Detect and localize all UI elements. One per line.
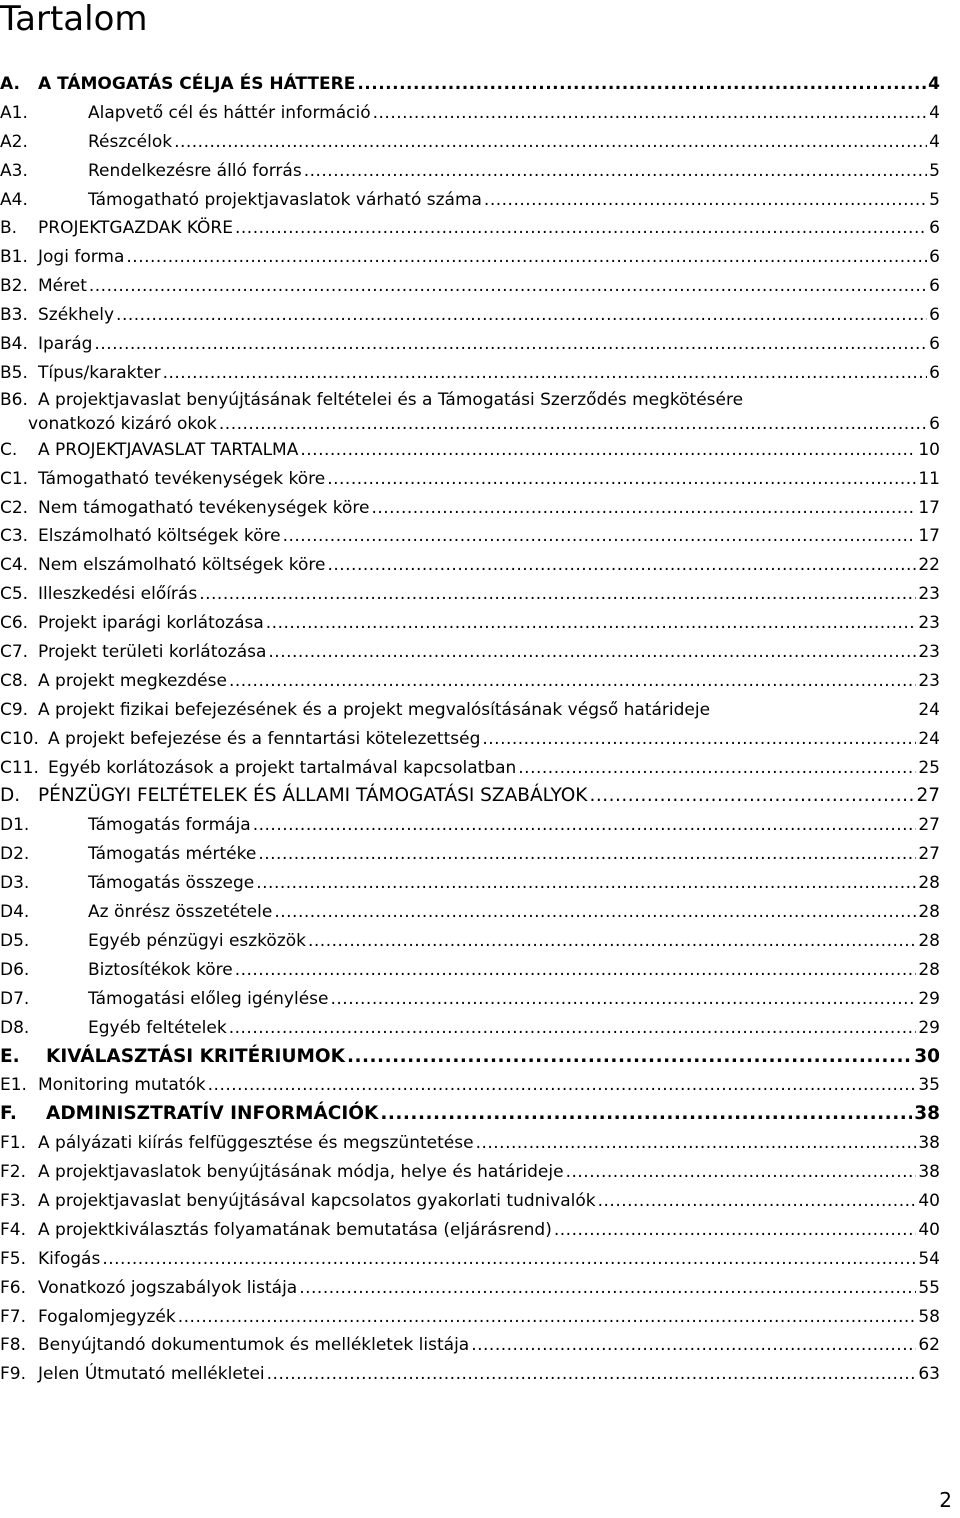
toc-entry[interactable] [0,782,940,811]
toc-entry[interactable] [0,494,940,523]
toc-entry-page: 4 [929,102,940,123]
toc-entry[interactable] [0,412,940,436]
toc-entry-title: Benyújtandó dokumentumok és mellékletek listája [38,1335,470,1356]
toc-entry-title: Támogatás mértéke [88,844,257,865]
toc-entry[interactable] [0,1303,940,1332]
toc-entry-page: 28 [918,902,940,923]
toc-entry-number: B3. [0,305,28,326]
toc-entry-number: B6. [0,389,28,410]
toc-entry[interactable] [0,128,940,157]
toc-entry-title: Elszámolható költségek köre [38,526,281,547]
toc-entry-page: 30 [914,1045,940,1067]
toc-entry-number: D4. [0,902,30,923]
toc-entry[interactable] [0,1129,940,1158]
toc-entry[interactable] [0,985,940,1014]
toc-entry[interactable] [0,330,940,359]
toc-entry[interactable] [0,1043,940,1072]
toc-entry-title: ADMINISZTRATÍV INFORMÁCIÓK [46,1103,379,1125]
toc-entry[interactable] [0,465,940,494]
toc-entry-page: 40 [918,1219,940,1240]
toc-entry-title: Nem elszámolható költségek köre [38,555,326,576]
dot-leader [229,1014,917,1043]
toc-entry-number: D. [0,785,21,807]
toc-entry-title: Támogatási előleg igénylése [88,988,329,1009]
toc-entry-number: F8. [0,1335,26,1356]
toc-entry-title: Fogalomjegyzék [38,1306,176,1327]
toc-entry-number: F7. [0,1306,26,1327]
toc-entry-page: 24 [918,699,940,720]
toc-entry-title: A pályázati kiírás felfüggesztése és megszüntetése [38,1133,474,1154]
toc-entry-number: E. [0,1045,20,1067]
toc-entry[interactable] [0,667,940,696]
toc-entry-page: 11 [918,468,940,489]
toc-entry-page: 25 [918,757,940,778]
toc-entry-number: B2. [0,276,28,297]
toc-entry[interactable] [0,551,940,580]
dot-leader [300,436,916,465]
toc-entry-page: 54 [918,1248,940,1269]
toc-entry-page: 29 [918,988,940,1009]
dot-leader [199,580,916,609]
toc-entry-title: Egyéb korlátozások a projekt tartalmával kapcsolatban [48,757,517,778]
toc-entry[interactable] [0,898,940,927]
toc-entry[interactable] [0,1100,940,1129]
toc-entry-number: B4. [0,334,28,355]
toc-entry[interactable] [0,869,940,898]
toc-entry-title: Támogatható tevékenységek köre [38,468,326,489]
toc-entry[interactable] [0,359,940,388]
toc-entry-number: C2. [0,497,29,518]
dot-leader [327,551,916,580]
toc-entry-title: Projekt iparági korlátozása [38,613,264,634]
toc-entry-page: 6 [929,362,940,383]
toc-entry-number: D2. [0,844,30,865]
toc-entry-page: 38 [914,1103,940,1125]
toc-entry-title: PÉNZÜGYI FELTÉTELEK ÉS ÁLLAMI TÁMOGATÁSI SZABÁLYOK [38,785,588,807]
toc-entry[interactable] [0,186,940,215]
dot-leader [266,609,917,638]
dot-leader [308,927,916,956]
toc-entry-page: 23 [918,613,940,634]
toc-entry-number: D7. [0,988,30,1009]
toc-entry-number: F3. [0,1190,26,1211]
toc-entry-number: E1. [0,1075,27,1096]
toc-entry-number: A3. [0,160,28,181]
toc-entry[interactable] [0,388,940,412]
toc-entry-number: C7. [0,642,29,663]
toc-entry-number: C6. [0,613,29,634]
dot-leader [178,1303,917,1332]
page-number: 2 [939,1488,952,1512]
toc-entry-page: 27 [916,785,940,807]
toc-entry-number: C3. [0,526,29,547]
toc-entry-page: 63 [918,1364,940,1385]
toc-entry-page: 23 [918,584,940,605]
dot-leader [229,667,916,696]
toc-entry-page: 28 [918,873,940,894]
dot-leader [116,301,927,330]
toc-entry-page: 27 [918,844,940,865]
toc-entry-title: vonatkozó kizáró okok [28,413,217,434]
toc-entry-page: 55 [918,1277,940,1298]
toc-entry[interactable] [0,1158,940,1187]
toc-entry[interactable] [0,99,940,128]
dot-leader [373,99,928,128]
toc-entry-title: A projektjavaslatok benyújtásának módja, helye és határideje [38,1162,564,1183]
toc-entry-title: Méret [38,276,87,297]
toc-entry-number: D3. [0,873,30,894]
dot-leader [283,522,917,551]
toc-entry-number: C4. [0,555,29,576]
dot-leader [304,157,927,186]
toc-entry-page: 27 [918,815,940,836]
dot-leader [598,1187,917,1216]
toc-entry-title: Jogi forma [38,247,125,268]
toc-entry-page: 17 [918,526,940,547]
toc-entry-number: C11. [0,757,39,778]
toc-entry-title: A projektjavaslat benyújtásával kapcsolatos gyakorlati tudnivalók [38,1190,596,1211]
dot-leader [471,1331,916,1360]
toc-entry-number: C10. [0,728,39,749]
toc-entry-number: A4. [0,189,28,210]
dot-leader [235,956,917,985]
toc-entry-title: Kifogás [38,1248,101,1269]
toc-entry[interactable] [0,436,940,465]
dot-leader [256,869,916,898]
toc-entry-page: 23 [918,670,940,691]
toc-entry-page: 24 [918,728,940,749]
toc-entry-title: A projekt befejezése és a fenntartási kötelezettség [48,728,481,749]
dot-leader [357,70,926,99]
dot-leader [484,186,927,215]
toc-entry-number: B5. [0,362,28,383]
dot-leader [267,1360,917,1389]
toc-entry-title: A projektkiválasztás folyamatának bemutatása (eljárásrend) [38,1219,552,1240]
toc-entry-title: Támogatás összege [88,873,255,894]
toc-entry-page: 4 [928,74,940,94]
toc-entry[interactable] [0,1014,940,1043]
toc-entry-number: B1. [0,247,28,268]
toc-entry-page: 6 [929,218,940,239]
toc-entry[interactable] [0,840,940,869]
dot-leader [554,1216,917,1245]
toc-entry-page: 23 [918,642,940,663]
toc-entry[interactable] [0,609,940,638]
page-title: Tartalom [0,0,148,39]
dot-leader [219,412,927,436]
toc-entry-title: Támogatás formája [88,815,251,836]
toc-entry-title: PROJEKTGAZDAK KÖRE [38,218,233,239]
dot-leader [163,359,928,388]
toc-entry-number: C8. [0,670,29,691]
dot-leader [102,1245,916,1274]
toc-entry-title: KIVÁLASZTÁSI KRITÉRIUMOK [46,1045,345,1067]
toc-entry-page: 5 [929,160,940,181]
toc-entry[interactable] [0,243,940,272]
toc-entry-title: Vonatkozó jogszabályok listája [38,1277,298,1298]
toc-entry-title: Illeszkedési előírás [38,584,198,605]
toc-entry-page: 29 [918,1017,940,1038]
dot-leader [126,243,927,272]
toc-entry[interactable] [0,70,940,99]
toc-entry-number: F6. [0,1277,26,1298]
toc-entry-number: A1. [0,102,28,123]
toc-entry[interactable] [0,157,940,186]
toc-entry-title: Projekt területi korlátozása [38,642,267,663]
toc-entry-title: Jelen Útmutató mellékletei [38,1364,265,1385]
toc-entry[interactable] [0,1274,940,1303]
toc-entry-number: F1. [0,1133,26,1154]
toc-entry-page: 10 [918,439,940,460]
dot-leader [268,638,916,667]
toc-entry[interactable] [0,754,940,783]
toc-entry-page: 6 [929,276,940,297]
toc-entry-number: F2. [0,1162,26,1183]
toc-entry-number: D5. [0,930,30,951]
dot-leader [235,214,927,243]
toc-entry-number: D1. [0,815,30,836]
toc-entry-title: Alapvető cél és háttér információ [88,102,371,123]
toc-entry[interactable] [0,301,940,330]
toc-entry-page: 38 [918,1133,940,1154]
toc-entry-number: C. [0,439,18,460]
toc-entry-title: A projekt megkezdése [38,670,227,691]
toc-entry-page: 6 [929,247,940,268]
toc-entry-title: Rendelkezésre álló forrás [88,160,302,181]
toc-entry-title: Támogatható projektjavaslatok várható száma [88,189,482,210]
toc-entry[interactable] [0,1331,940,1360]
toc-entry-title: A projekt fizikai befejezésének és a projekt megvalósításának végső határideje [38,699,711,720]
toc-entry-title: Egyéb feltételek [88,1017,227,1038]
toc-entry-number: B. [0,218,18,239]
toc-entry[interactable] [0,811,940,840]
toc-entry-title: Székhely [38,305,115,326]
toc-entry-page: 62 [918,1335,940,1356]
toc-entry[interactable] [0,638,940,667]
table-of-contents [0,70,940,1389]
dot-leader [476,1129,917,1158]
toc-entry-title: A PROJEKTJAVASLAT TARTALMA [38,439,299,460]
toc-entry-title: Iparág [38,334,93,355]
toc-entry-number: F4. [0,1219,26,1240]
toc-entry-title: Az önrész összetétele [88,902,273,923]
toc-entry-page: 35 [918,1075,940,1096]
toc-entry-number: F. [0,1103,17,1125]
toc-entry-page: 38 [918,1162,940,1183]
toc-entry-title: A projektjavaslat benyújtásának feltételei és a Támogatási Szerződés megkötésére [38,389,744,410]
toc-entry-number: D8. [0,1017,30,1038]
dot-leader [371,494,916,523]
toc-entry-number: F5. [0,1248,26,1269]
toc-entry-page: 6 [929,305,940,326]
toc-entry[interactable] [0,725,940,754]
toc-entry-number: F9. [0,1364,26,1385]
toc-entry-title: Egyéb pénzügyi eszközök [88,930,306,951]
toc-entry[interactable] [0,1071,940,1100]
dot-leader [253,811,917,840]
toc-entry[interactable] [0,272,940,301]
dot-leader [347,1043,912,1072]
toc-entry-number: A2. [0,131,28,152]
toc-entry[interactable] [0,1360,940,1389]
toc-entry[interactable] [0,522,940,551]
toc-entry-page: 58 [918,1306,940,1327]
toc-entry-page: 28 [918,930,940,951]
dot-leader [566,1158,917,1187]
toc-entry-title: Részcélok [88,131,173,152]
dot-leader [258,840,916,869]
toc-entry-page: 4 [929,131,940,152]
toc-entry[interactable] [0,1187,940,1216]
toc-entry-page: 40 [918,1190,940,1211]
toc-entry-number: A. [0,74,20,94]
dot-leader [274,898,916,927]
toc-entry[interactable] [0,956,940,985]
toc-entry-title: A TÁMOGATÁS CÉLJA ÉS HÁTTERE [38,74,356,94]
dot-leader [174,128,927,157]
toc-entry-title: Monitoring mutatók [38,1075,206,1096]
toc-entry[interactable] [0,927,940,956]
toc-entry-number: C9. [0,699,29,720]
toc-entry[interactable] [0,1245,940,1274]
toc-entry-number: C1. [0,468,29,489]
toc-entry-page: 6 [929,334,940,355]
dot-leader [518,754,916,783]
dot-leader [589,782,914,811]
toc-entry-title: Biztosítékok köre [88,959,233,980]
dot-leader [299,1274,916,1303]
toc-entry-page: 5 [929,189,940,210]
dot-leader [327,465,916,494]
toc-entry-title: Nem támogatható tevékenységek köre [38,497,370,518]
toc-entry[interactable] [0,696,940,725]
dot-leader [380,1100,912,1129]
dot-leader [89,272,927,301]
toc-entry-page: 22 [918,555,940,576]
dot-leader [94,330,927,359]
dot-leader [208,1071,917,1100]
dot-leader [331,985,917,1014]
toc-entry-page: 28 [918,959,940,980]
toc-entry[interactable] [0,214,940,243]
toc-entry-page: 6 [929,413,940,434]
dot-leader [482,725,916,754]
toc-entry[interactable] [0,580,940,609]
toc-entry-number: D6. [0,959,30,980]
toc-entry-page: 17 [918,497,940,518]
toc-entry-number: C5. [0,584,29,605]
toc-entry[interactable] [0,1216,940,1245]
toc-entry-title: Típus/karakter [38,362,161,383]
